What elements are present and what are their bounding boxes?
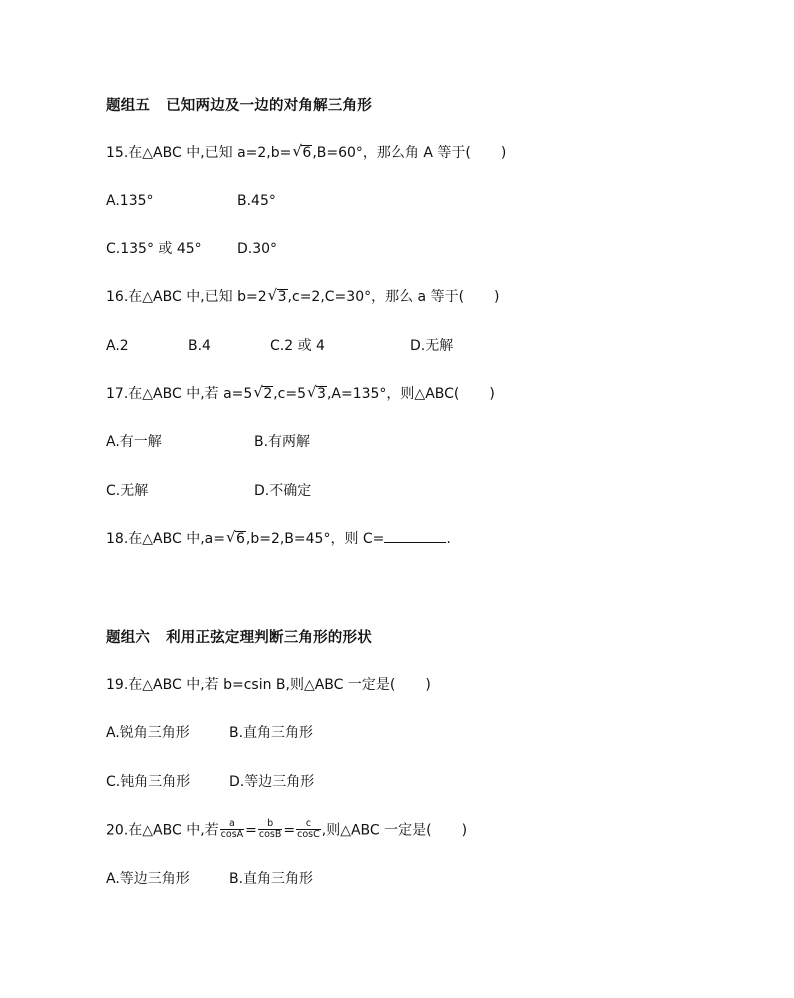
q15-option-d: D.30° <box>237 241 278 257</box>
sqrt-symbol: √ 6 <box>292 142 312 161</box>
q19-option-b: B.直角三角形 <box>229 725 314 741</box>
question-19: 19.在△ABC 中,若 b=csin B,则△ABC 一定是( ) <box>106 677 431 693</box>
q16-option-a: A.2 <box>106 338 129 354</box>
q19-option-c: C.钝角三角形 <box>106 774 191 790</box>
group6-title: 题组六 <box>106 630 151 646</box>
fraction-a-cosA: $\frac{a}{\cos A}$ <box>220 818 244 840</box>
question-17: 17.在△ABC 中,若 a=5 √ 2,c=5 √ 3,A=135°，则△ABC( ) <box>106 383 495 402</box>
fraction-c-cosC: $\frac{c}{\cos C}$ <box>297 818 320 840</box>
answer-blank[interactable] <box>384 529 446 543</box>
q20-option-b: B.直角三角形 <box>229 871 314 887</box>
group5-heading <box>106 94 372 115</box>
sqrt-symbol: √ 3 <box>307 383 326 402</box>
group6-subtitle: 利用正弦定理判断三角形的形状 <box>166 630 372 646</box>
question-18: 18.在△ABC 中,a= √ 6,b=2,B=45°，则 C= . <box>106 528 451 547</box>
group6-heading <box>106 626 372 647</box>
question-15: 15.在△ABC 中,已知 a=2,b= √ 6,B=60°，那么角 A 等于( ) <box>106 142 507 161</box>
sqrt-symbol: √ 6 <box>225 528 245 547</box>
q16-option-c: C.2 或 4 <box>270 338 325 354</box>
sqrt-symbol: √ 2 <box>253 383 273 402</box>
q17-option-d: D.不确定 <box>254 483 312 499</box>
q17-option-a: A.有一解 <box>106 434 162 450</box>
question-16: 16.在△ABC 中,已知 b=2 √ 3,c=2,C=30°，那么 a 等于( ) <box>106 286 500 305</box>
q16-option-d: D.无解 <box>410 338 454 354</box>
q15-option-c: C.135° 或 45° <box>106 241 202 257</box>
sqrt-symbol: √ 3 <box>267 286 287 305</box>
q15-option-b: B.45° <box>237 193 276 209</box>
q15-option-a: A.135° <box>106 193 154 209</box>
fraction-b-cosB: $\frac{b}{\cos B}$ <box>258 818 282 840</box>
question-20: 20.在△ABC 中,若 $\frac{a}{\cos A}$ = $\frac{b}{\cos B}$ = $\frac{c}{\cos C}$ ,则△ABC 一定是( ) <box>106 818 468 840</box>
group5-title: 题组五 <box>106 98 151 114</box>
q17-option-b: B.有两解 <box>254 434 311 450</box>
q19-option-d: D.等边三角形 <box>229 774 315 790</box>
group5-subtitle: 已知两边及一边的对角解三角形 <box>166 98 372 114</box>
q20-option-a: A.等边三角形 <box>106 871 190 887</box>
q16-option-b: B.4 <box>188 338 211 354</box>
q17-option-c: C.无解 <box>106 483 149 499</box>
q19-option-a: A.锐角三角形 <box>106 725 190 741</box>
